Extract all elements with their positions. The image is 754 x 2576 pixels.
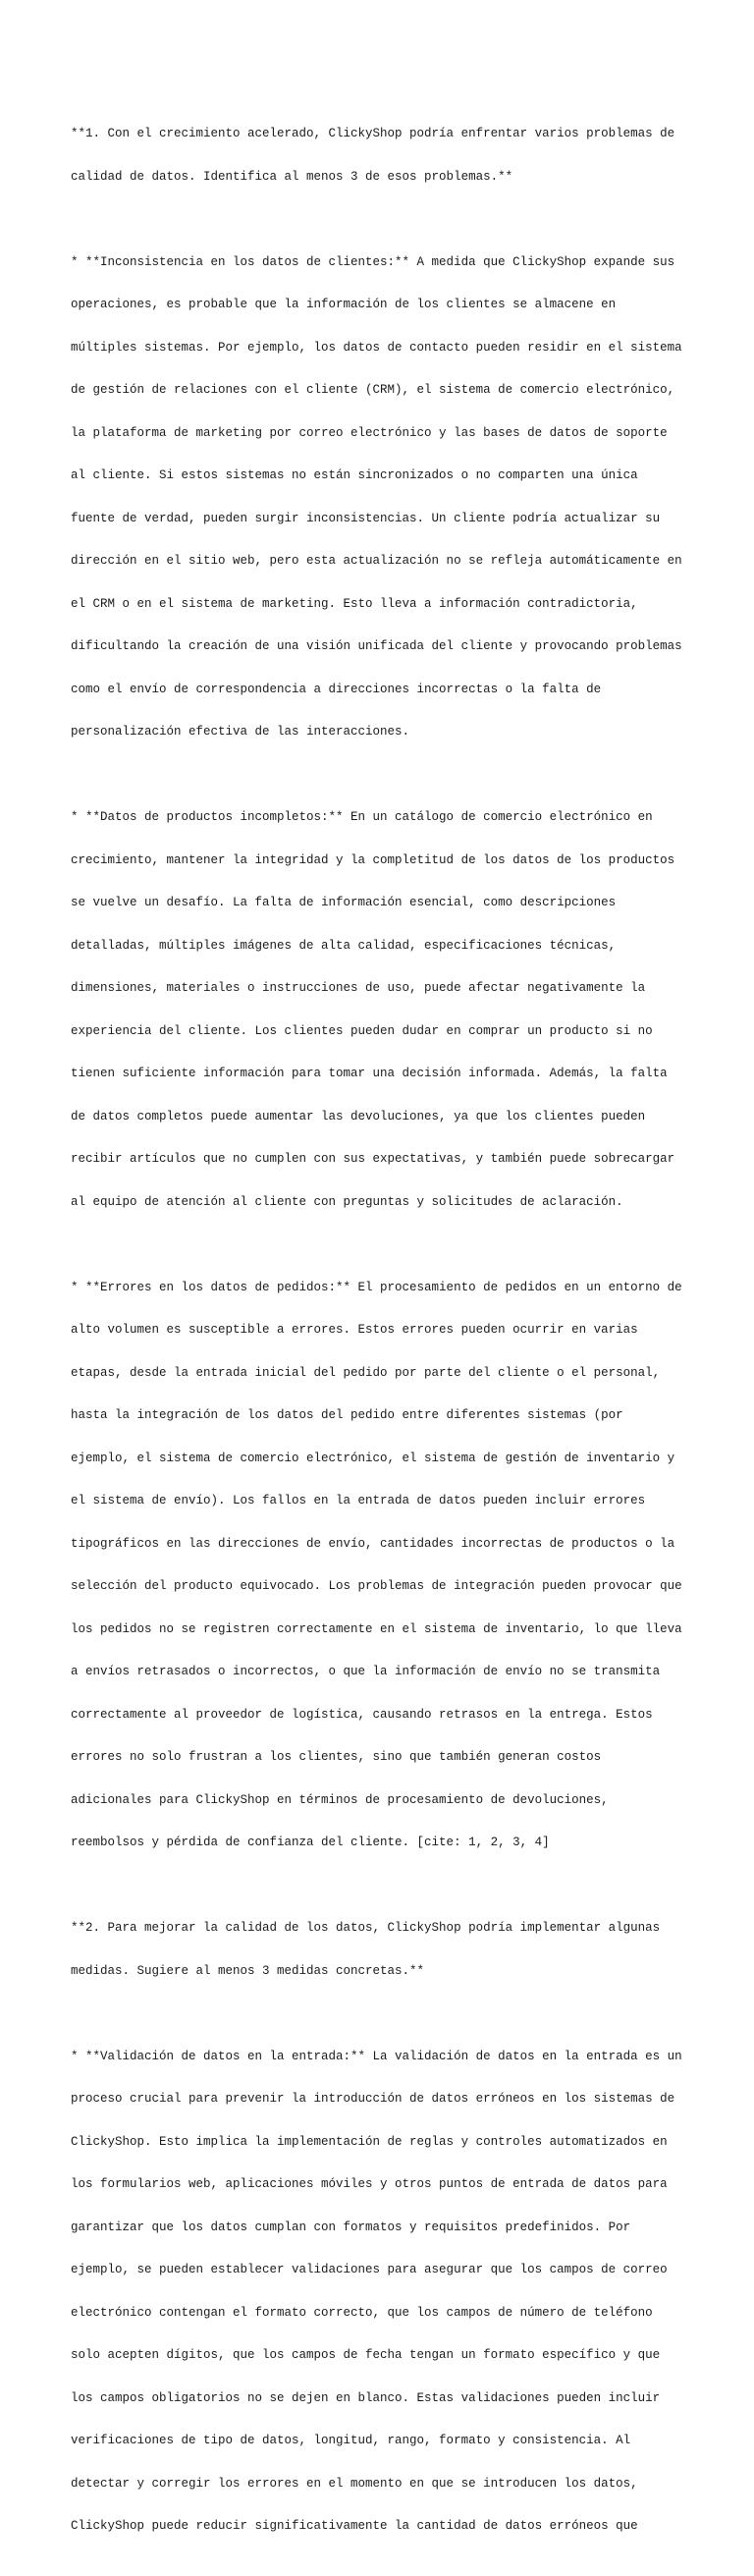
text-line: **2. Para mejorar la calidad de los datos, ClickyShop podría implementar algunas [71, 1921, 661, 1935]
text-line: hasta la integración de los datos del pedido entre diferentes sistemas (por [71, 1408, 623, 1422]
text-line: operaciones, es probable que la información de los clientes se almacene en [71, 298, 617, 311]
question-2-heading [71, 1892, 699, 2006]
text-line: la plataforma de marketing por correo electrónico y las bases de datos de soporte [71, 425, 668, 440]
text-line: **1. Con el crecimiento acelerado, ClickyShop podría enfrentar varios problemas de [71, 127, 675, 140]
text-line: detalladas, múltiples imágenes de alta calidad, especificaciones técnicas, [71, 938, 617, 953]
text-line: personalización efectiva de las interacciones. [71, 725, 410, 739]
text-line: alto volumen es susceptible a errores. Estos errores pueden ocurrir en varias [71, 1323, 638, 1337]
text-line: proceso crucial para prevenir la introducción de datos erróneos en los sistemas de [71, 2092, 675, 2106]
paragraph-datos-productos [71, 782, 699, 1237]
text-line: de gestión de relaciones con el cliente (CRM), el sistema de comercio electrónico, [71, 383, 675, 397]
text-line: medidas. Sugiere al menos 3 medidas concretas.** [71, 1963, 425, 1978]
text-line: selección del producto equivocado. Los problemas de integración pueden provocar que [71, 1579, 682, 1593]
text-line: solo acepten dígitos, que los campos de fecha tengan un formato específico y que [71, 2348, 661, 2362]
text-line: al equipo de atención al cliente con preguntas y solicitudes de aclaración. [71, 1194, 623, 1209]
text-line: al cliente. Si estos sistemas no están sincronizados o no comparten una única [71, 468, 638, 482]
text-line: ejemplo, el sistema de comercio electrónico, el sistema de gestión de inventario y [71, 1451, 675, 1465]
text-line: ClickyShop puede reducir significativamente la cantidad de datos erróneos que [71, 2519, 638, 2533]
document-page [71, 98, 699, 2576]
paragraph-errores-pedidos [71, 1252, 699, 1879]
text-line: * **Errores en los datos de pedidos:** El procesamiento de pedidos en un entorno de [71, 1280, 682, 1294]
text-line: calidad de datos. Identifica al menos 3 de esos problemas.** [71, 169, 513, 184]
text-line: a envíos retrasados o incorrectos, o que la información de envío no se transmita [71, 1665, 661, 1678]
text-line: experiencia del cliente. Los clientes pueden dudar en comprar un producto si no [71, 1023, 653, 1038]
text-line: de datos completos puede aumentar las devoluciones, ya que los clientes pueden [71, 1109, 646, 1124]
paragraph-validacion-datos [71, 2021, 699, 2562]
text-line: dimensiones, materiales o instrucciones de uso, puede afectar negativamente la [71, 981, 646, 995]
text-line: ClickyShop. Esto implica la implementación de reglas y controles automatizados en [71, 2134, 668, 2149]
question-1-heading [71, 98, 699, 212]
text-line: los campos obligatorios no se dejen en blanco. Estas validaciones pueden incluir [71, 2390, 661, 2405]
text-line: como el envío de correspondencia a direcciones incorrectas o la falta de [71, 682, 602, 696]
text-line: los formularios web, aplicaciones móviles y otros puntos de entrada de datos para [71, 2177, 668, 2191]
paragraph-inconsistencia-clientes [71, 227, 699, 768]
text-line: etapas, desde la entrada inicial del pedido por parte del cliente o el personal, [71, 1365, 661, 1380]
text-line: reembolsos y pérdida de confianza del cliente. [cite: 1, 2, 3, 4] [71, 1836, 550, 1849]
text-line: tipográficos en las direcciones de envío, cantidades incorrectas de productos o la [71, 1536, 675, 1551]
text-line: errores no solo frustran a los clientes, sino que también generan costos [71, 1750, 602, 1764]
text-line: detectar y corregir los errores en el momento en que se introducen los datos, [71, 2476, 638, 2491]
text-line: tienen suficiente información para tomar una decisión informada. Además, la falta [71, 1067, 668, 1080]
text-line: crecimiento, mantener la integridad y la completitud de los datos de los productos [71, 852, 675, 867]
text-line: recibir artículos que no cumplen con sus expectativas, y también puede sobrecargar [71, 1152, 675, 1166]
text-line: * **Inconsistencia en los datos de clientes:** A medida que ClickyShop expande sus [71, 254, 675, 269]
text-line: * **Validación de datos en la entrada:** La validación de datos en la entrada es un [71, 2049, 682, 2063]
text-line: el CRM o en el sistema de marketing. Esto lleva a información contradictoria, [71, 596, 638, 611]
text-line: el sistema de envío). Los fallos en la entrada de datos pueden incluir errores [71, 1494, 646, 1507]
text-line: electrónico contengan el formato correcto, que los campos de número de teléfono [71, 2305, 653, 2320]
text-line: adicionales para ClickyShop en términos de procesamiento de devoluciones, [71, 1792, 609, 1807]
text-line: correctamente al proveedor de logística, causando retrasos en la entrega. Estos [71, 1707, 653, 1722]
text-line: verificaciones de tipo de datos, longitud, rango, formato y consistencia. Al [71, 2434, 631, 2447]
text-line: múltiples sistemas. Por ejemplo, los datos de contacto pueden residir en el sistema [71, 340, 682, 355]
text-line: los pedidos no se registren correctamente en el sistema de inventario, lo que lleva [71, 1621, 682, 1636]
text-line: garantizar que los datos cumplan con formatos y requisitos predefinidos. Por [71, 2220, 631, 2234]
text-line: se vuelve un desafío. La falta de información esencial, como descripciones [71, 896, 617, 909]
text-line: fuente de verdad, pueden surgir inconsistencias. Un cliente podría actualizar su [71, 511, 661, 525]
text-line: ejemplo, se pueden establecer validaciones para asegurar que los campos de correo [71, 2263, 668, 2276]
text-line: dificultando la creación de una visión unificada del cliente y provocando problemas [71, 639, 682, 653]
text-line: dirección en el sitio web, pero esta actualización no se refleja automáticamente en [71, 554, 682, 568]
text-line: * **Datos de productos incompletos:** En un catálogo de comercio electrónico en [71, 810, 653, 824]
